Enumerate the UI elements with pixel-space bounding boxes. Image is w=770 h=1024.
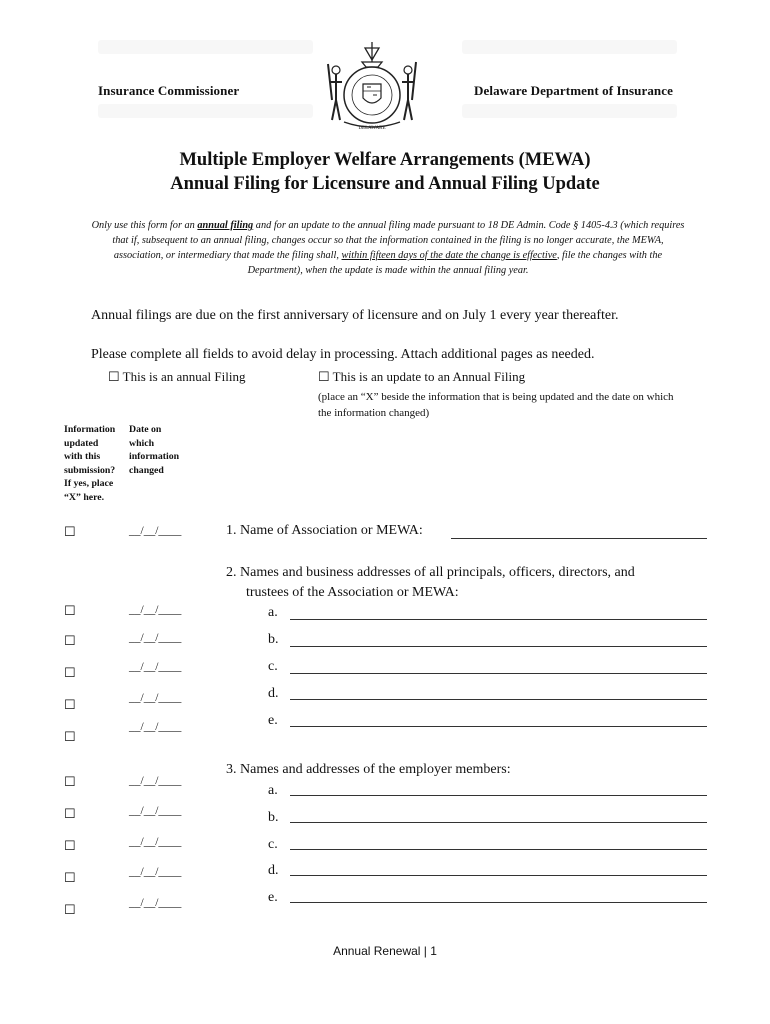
answer-line-q2a[interactable]	[290, 619, 707, 620]
annual-filing-emphasis: annual filing	[197, 220, 254, 231]
sub-label-q2a: a.	[268, 605, 278, 620]
sub-label-q3b: b.	[268, 810, 279, 825]
svg-text:DELAWARE: DELAWARE	[358, 126, 386, 131]
date-q1[interactable]: __/__/____	[129, 525, 182, 537]
date-q3d[interactable]: __/__/____	[129, 866, 182, 878]
instructions: Please complete all fields to avoid delay in processing. Attach additional pages as needed.	[91, 347, 595, 362]
sub-label-q3a: a.	[268, 783, 278, 798]
question-2-line-2: trustees of the Association or MEWA:	[246, 585, 459, 600]
header-right: Delaware Department of Insurance	[474, 83, 674, 98]
checkbox-q3e[interactable]: ☐	[64, 902, 76, 917]
date-q2d[interactable]: __/__/____	[129, 692, 182, 704]
answer-line-q3e[interactable]	[290, 902, 707, 903]
sub-label-q3e: e.	[268, 890, 278, 905]
sub-label-q2d: d.	[268, 686, 279, 701]
answer-line-q1[interactable]	[451, 538, 707, 539]
question-1: 1. Name of Association or MEWA:	[226, 523, 423, 538]
delaware-seal-icon	[322, 40, 422, 135]
answer-line-q3c[interactable]	[290, 849, 707, 850]
checkbox-q2e[interactable]: ☐	[64, 729, 76, 744]
intro-paragraph: Only use this form for an annual filing and for an update to the annual filing made pursuant to 18 DE Admin. Code § 1405-4.3 (which requires that if, subsequent to an annual filing, changes occur so that the information contained in the filing is no longer accurate, the MEWA, association, or intermediary that made the filing shall, within fifteen days of the date the change is effective, file the changes with the Department), when the update is made within the annual filing year.	[91, 220, 685, 276]
annual-filing-option[interactable]: ☐ This is an annual Filing	[108, 369, 246, 384]
date-q2c[interactable]: __/__/____	[129, 661, 182, 673]
sub-label-q3c: c.	[268, 837, 278, 852]
column-header-updated: Information updated with this submission? If yes, place “X” here.	[64, 424, 116, 503]
checkbox-q3b[interactable]: ☐	[64, 806, 76, 821]
sub-label-q2c: c.	[268, 659, 278, 674]
header-left: Insurance Commissioner	[98, 83, 240, 98]
checkbox-q3d[interactable]: ☐	[64, 870, 76, 885]
date-q3a[interactable]: __/__/____	[129, 775, 182, 787]
checkbox-q2d[interactable]: ☐	[64, 697, 76, 712]
question-2-line-1: 2. Names and business addresses of all principals, officers, directors, and	[226, 565, 635, 580]
update-filing-option[interactable]: ☐ This is an update to an Annual Filing	[318, 369, 526, 384]
sub-label-q3d: d.	[268, 863, 279, 878]
title-line-2: Annual Filing for Licensure and Annual Filing Update	[170, 174, 600, 194]
title-line-1: Multiple Employer Welfare Arrangements (MEWA)	[179, 150, 591, 170]
fifteen-days-emphasis: within fifteen days of the date the change is effective	[341, 250, 557, 261]
date-q2a[interactable]: __/__/____	[129, 604, 182, 616]
question-3: 3. Names and addresses of the employer members:	[226, 762, 511, 777]
sub-label-q2e: e.	[268, 713, 278, 728]
checkbox-q1[interactable]: ☐	[64, 524, 76, 539]
due-date-note: Annual filings are due on the first anniversary of licensure and on July 1 every year thereafter.	[91, 308, 619, 323]
checkbox-q2c[interactable]: ☐	[64, 665, 76, 680]
checkbox-q3a[interactable]: ☐	[64, 774, 76, 789]
date-q2b[interactable]: __/__/____	[129, 632, 182, 644]
answer-line-q2b[interactable]	[290, 646, 707, 647]
checkbox-q2b[interactable]: ☐	[64, 633, 76, 648]
answer-line-q2d[interactable]	[290, 699, 707, 700]
answer-line-q2c[interactable]	[290, 673, 707, 674]
date-q2e[interactable]: __/__/____	[129, 721, 182, 733]
answer-line-q3a[interactable]	[290, 795, 707, 796]
answer-line-q3b[interactable]	[290, 822, 707, 823]
date-q3e[interactable]: __/__/____	[129, 897, 182, 909]
answer-line-q2e[interactable]	[290, 726, 707, 727]
update-note: (place an “X” beside the information that is being updated and the date on which the information changed)	[318, 391, 674, 419]
page-footer: Annual Renewal | 1	[333, 944, 437, 958]
column-header-date: Date on which information changed	[129, 424, 180, 476]
sub-label-q2b: b.	[268, 632, 279, 647]
answer-line-q3d[interactable]	[290, 875, 707, 876]
date-q3c[interactable]: __/__/____	[129, 836, 182, 848]
checkbox-q3c[interactable]: ☐	[64, 838, 76, 853]
checkbox-q2a[interactable]: ☐	[64, 603, 76, 618]
date-q3b[interactable]: __/__/____	[129, 805, 182, 817]
